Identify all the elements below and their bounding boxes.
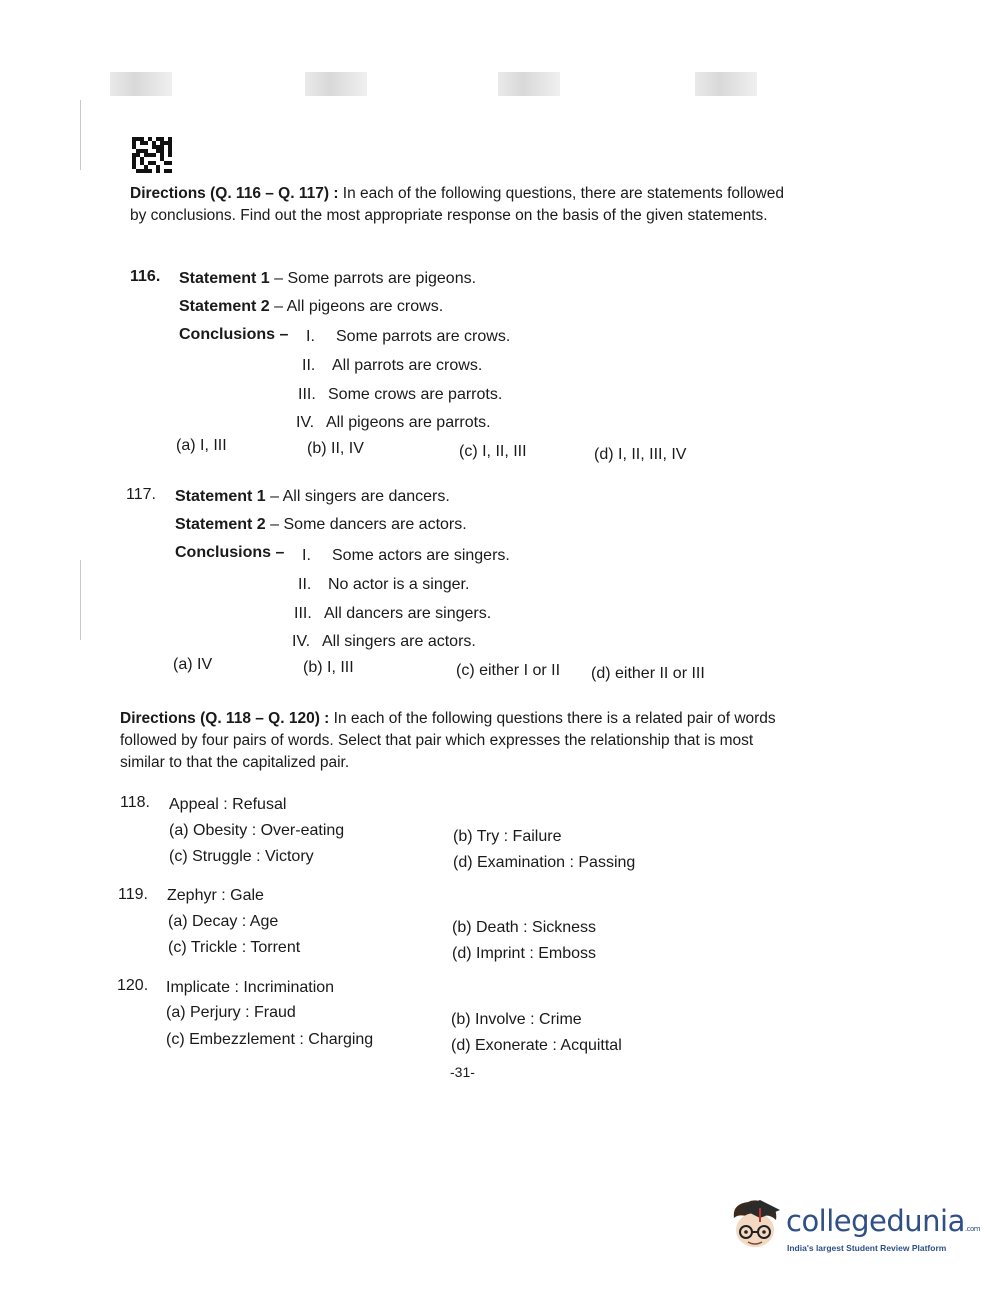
- brand-tagline: India's largest Student Review Platform: [787, 1243, 947, 1253]
- brand-name: collegedunia.com: [786, 1204, 981, 1238]
- conclusion-item: I. Some parrots are crows.: [306, 328, 511, 345]
- option-c[interactable]: (c) Trickle : Torrent: [168, 939, 301, 956]
- option-c[interactable]: (c) either I or II: [456, 662, 561, 679]
- option-d[interactable]: (d) I, II, III, IV: [594, 446, 687, 463]
- option-b[interactable]: (b) Try : Failure: [453, 828, 562, 845]
- scan-edge-line: [80, 100, 81, 170]
- statement-2: Statement 2 – All pigeons are crows.: [179, 298, 444, 315]
- directions-text: In each of the following questions there is a related pair of words followed by four pairs of words. Select that pair which expresses the relationship that is most similar to that the capitalized pair.: [120, 710, 776, 771]
- scan-artifact: [695, 72, 757, 96]
- conclusion-item: II. No actor is a singer.: [298, 576, 470, 593]
- conclusions-label: Conclusions –: [179, 326, 289, 343]
- conclusion-item: II. All parrots are crows.: [302, 357, 483, 374]
- statement-1: Statement 1 – Some parrots are pigeons.: [179, 270, 477, 287]
- scan-edge-line: [80, 560, 81, 640]
- option-c[interactable]: (c) I, II, III: [459, 443, 527, 460]
- option-c[interactable]: (c) Struggle : Victory: [169, 848, 314, 865]
- option-d[interactable]: (d) Imprint : Emboss: [452, 945, 597, 962]
- option-a[interactable]: (a) Obesity : Over-eating: [169, 822, 345, 839]
- statement-2: Statement 2 – Some dancers are actors.: [175, 516, 467, 533]
- directions-label: Directions (Q. 118 – Q. 120) :: [120, 710, 330, 727]
- directions-block: [130, 183, 800, 227]
- conclusion-item: I. Some actors are singers.: [302, 547, 510, 564]
- option-a[interactable]: (a) Perjury : Fraud: [166, 1004, 296, 1021]
- option-c[interactable]: (c) Embezzlement : Charging: [166, 1031, 374, 1048]
- option-d[interactable]: (d) either II or III: [591, 665, 705, 682]
- brand-logo[interactable]: [726, 1198, 981, 1268]
- mascot-icon: [726, 1198, 784, 1260]
- question-number: 117.: [126, 486, 156, 503]
- question-stem: Zephyr : Gale: [167, 887, 264, 904]
- option-b[interactable]: (b) I, III: [303, 659, 354, 676]
- option-b[interactable]: (b) Involve : Crime: [451, 1011, 582, 1028]
- conclusion-item: III. Some crows are parrots.: [298, 386, 503, 403]
- question-stem: Implicate : Incrimination: [166, 979, 335, 996]
- conclusions-label: Conclusions –: [175, 544, 285, 561]
- option-a[interactable]: (a) IV: [173, 656, 213, 673]
- page-number: -31-: [450, 1064, 475, 1080]
- directions-label: Directions (Q. 116 – Q. 117) :: [130, 185, 339, 202]
- scan-artifact: [110, 72, 172, 96]
- option-a[interactable]: (a) I, III: [176, 437, 227, 454]
- option-b[interactable]: (b) Death : Sickness: [452, 919, 597, 936]
- question-number: 119.: [118, 886, 148, 903]
- question-number: 120.: [117, 977, 149, 994]
- option-b[interactable]: (b) II, IV: [307, 440, 364, 457]
- option-a[interactable]: (a) Decay : Age: [168, 913, 279, 930]
- scan-artifact: [305, 72, 367, 96]
- option-d[interactable]: (d) Examination : Passing: [453, 854, 636, 871]
- directions-block: [120, 708, 782, 774]
- conclusion-item: IV. All singers are actors.: [292, 633, 476, 650]
- question-number: 118.: [120, 794, 150, 811]
- directions-text: In each of the following questions, there are statements followed by conclusions. Find out the most appropriate response on the basis of the given statements.: [130, 185, 784, 224]
- conclusion-item: IV. All pigeons are parrots.: [296, 414, 491, 431]
- option-d[interactable]: (d) Exonerate : Acquittal: [451, 1037, 622, 1054]
- conclusion-item: III. All dancers are singers.: [294, 605, 492, 622]
- question-stem: Appeal : Refusal: [169, 796, 287, 813]
- question-number: 116.: [130, 268, 161, 285]
- statement-1: Statement 1 – All singers are dancers.: [175, 488, 450, 505]
- scan-artifact: [498, 72, 560, 96]
- qr-code-icon: [132, 137, 172, 173]
